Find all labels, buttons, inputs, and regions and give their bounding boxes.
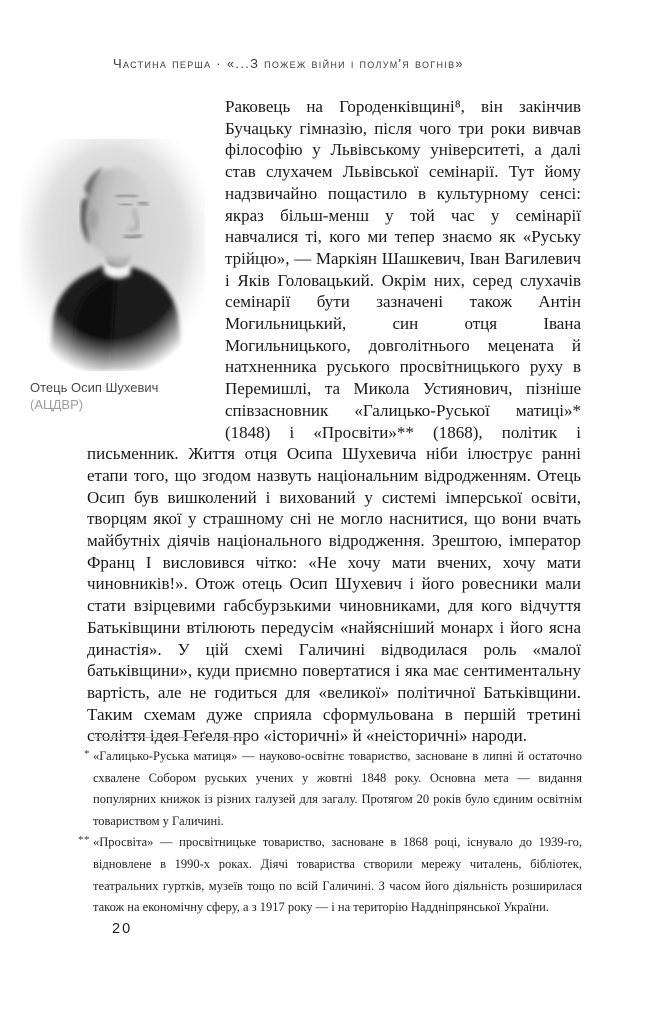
figure-caption-title: Отець Осип Шухевич [30,380,159,395]
running-head: Частина перша · «...З пожеж війни і полум'я вогнів» [113,56,464,71]
priest-portrait-photo [20,139,205,371]
footnote-separator [93,737,253,738]
article-body [30,96,581,747]
footnote-2-marker: ** [78,834,90,847]
main-paragraph: Раковець на Городенківщині⁸, він закінчив Бучацьку гімназію, після чого три роки вивчав філософію у Львівському університеті, а далі став слухачем Львівської семінарії. Тут йому надзвичайно пощастило в культурному сенсі: якраз більш-менш у той час у семінарії навчалися ті, кого ми тепер знаємо як «Руську трійцю», — Маркіян Шашкевич, Іван Вагилевич і Яків Головацький. Окрім них, серед слухачів семінарії бути зазначені також Антін Могильницький, син отця Івана Могильницького, довголітнього мецената й натхненника руського просвітницького руху в Перемишлі, та Микола Устиянович, пізніше співзасновник «Галицько-Руської матиці»* (1848) і «Просвіти»** (1868), політик і письменник. Життя отця Осипа Шухевича ніби ілюструє ранні етапи того, що згодом назвуть національним відродженням. Отець Осип був вишколений і вихований у системі імперської освіти, творцям якої у страшному сні не могло наснитися, що вони вчать майбутніх діячів національного відродження. Зрештою, імператор Франц І висловився чітко: «Не хочу мати вчених, хочу мати чиновників!». Отож отець Осип Шухевич і його ровесники мали стати взірцевими габсбурзькими чиновниками, для кого відчуття Батьківщини втілюють передусім «найясніший монарх і його ясна династія». У цій схемі Галичині відводилася роль «малої батьківщини», куди приємно повертатися і яка має сентиментальну вартість, але не годиться для «великої» політичної Батьківщини. Таким схемам дуже сприяла сформульована в першій третині століття ідея Геґеля про «історичні» й «неісторичні» народи. [87,97,581,746]
footnote-1-text: «Галицько-Руська матиця» — науково-освітнє товариство, засноване в липні й остаточно схвалене Собором руських учених у жовтні 1848 року. Основна мета — видання популярних книжок із різних галузей для загалу. Протягом 20 років було єдиним освітнім товариством у Галичині. [93,749,582,828]
figure-caption [20,379,205,413]
figure-caption-source: (АЦДВР) [30,397,84,412]
footnote-1 [84,746,582,832]
footnotes [78,746,582,919]
footnote-2-text: «Просвіта» — просвітницьке товариство, засноване в 1868 році, існувало до 1939-го, відновлене в 1990-х роках. Діячі товариства створили мережу читалень, бібліотек, театральних гуртків, музеїв тощо по всій Галичині. З часом його діяльність розширилася також на економічну сферу, а з 1917 року — і на територію Наддніпрянської України. [93,835,582,915]
page-number: 20 [112,921,133,937]
footnote-1-marker: * [84,748,90,760]
figure [20,139,205,443]
footnote-2 [78,832,582,918]
